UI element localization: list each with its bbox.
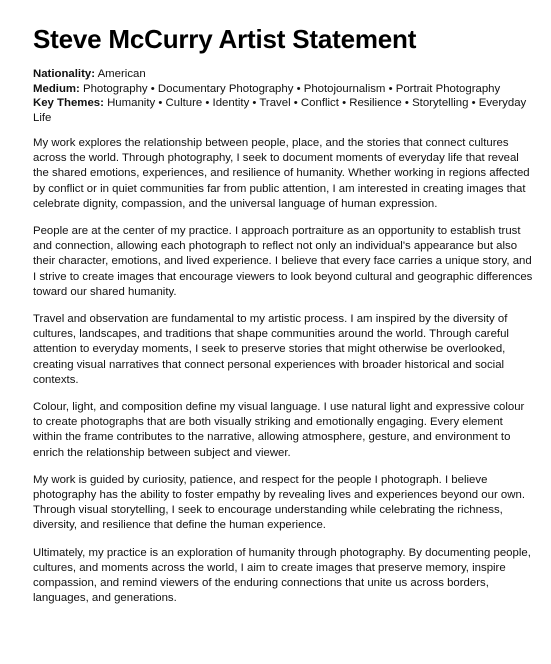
statement-paragraph: My work is guided by curiosity, patience, and respect for the people I photograph. I believe photography has the ability to foster empathy by revealing lives and experiences beyond our own. Through visual storytelling, I seek to encourage understanding while celebrating the richness, diversity, and resilience that define the human experience. bbox=[33, 473, 525, 532]
statement-paragraph: Ultimately, my practice is an exploration of humanity through photography. By documenting people, cultures, and moments across the world, I aim to create images that preserve memory, inspire compassion, and remind viewers of the enduring connections that unite us across borders, languages, and generations. bbox=[33, 546, 531, 605]
nationality-line bbox=[33, 67, 533, 82]
nationality-label: Nationality: bbox=[33, 68, 96, 80]
key-themes-line bbox=[33, 96, 533, 125]
statement-paragraph: Travel and observation are fundamental to my artistic process. I am inspired by the diversity of cultures, landscapes, and traditions that shape communities around the world. Through careful attention to everyday moments, I seek to preserve stories that might otherwise be overlooked, creating visual narratives that connect personal experiences with broader historical and social contexts. bbox=[33, 313, 509, 386]
document-title: Steve McCurry Artist Statement bbox=[33, 24, 417, 54]
statement-body bbox=[33, 136, 533, 606]
statement-paragraph: Colour, light, and composition define my visual language. I use natural light and expressive colour to create photographs that are both visually striking and emotionally engaging. Every element within the frame contributes to the narrative, allowing atmosphere, gesture, and environment to enrich the relationship between subject and viewer. bbox=[33, 401, 525, 459]
medium-label: Medium: bbox=[33, 82, 80, 95]
medium-line bbox=[33, 82, 533, 97]
key-themes-label: Key Themes: bbox=[33, 97, 104, 109]
artist-metadata bbox=[33, 67, 533, 125]
nationality-value: American bbox=[97, 68, 146, 80]
statement-paragraph: My work explores the relationship between people, place, and the stories that connect cultures across the world. Through photography, I seek to document moments of everyday life that reveal the shared emotions, experiences, and resilience of humanity. Whether working in regions affected by conflict or in quiet communities far from public attention, I am interested in creating images that celebrate dignity, compassion, and the universal language of human expression. bbox=[33, 137, 530, 210]
key-themes-value: Humanity • Culture • Identity • Travel • Conflict • Resilience • Storytelling • Everyday Life bbox=[33, 97, 527, 124]
statement-paragraph: People are at the center of my practice. I approach portraiture as an opportunity to establish trust and connection, allowing each photograph to reflect not only an individual's appearance but also their character, emotions, and lived experience. I believe that every face carries a unique story, and I strive to create images that encourage viewers to look beyond cultural and geographic differences toward our shared humanity. bbox=[33, 225, 533, 298]
medium-value: Photography • Documentary Photography • Photojournalism • Portrait Photography bbox=[83, 82, 501, 95]
